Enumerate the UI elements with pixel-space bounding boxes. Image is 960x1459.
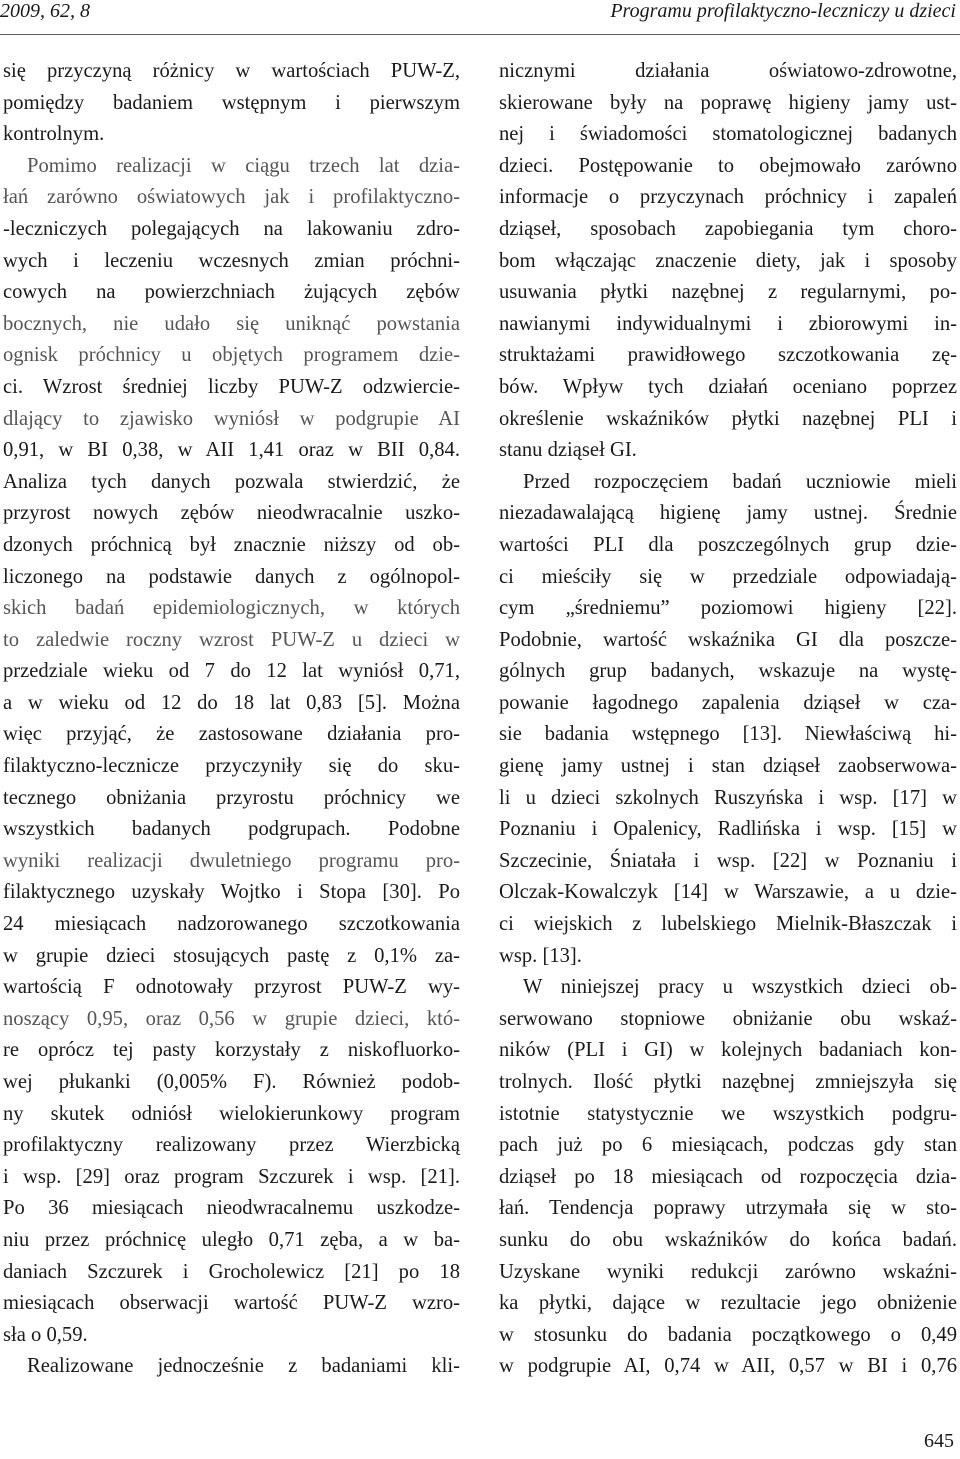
text-line: dzonych próchnicą był znacznie niższy od ob-	[3, 533, 460, 556]
text-line: Po 36 miesiącach nieodwracalnemu uszkodze-	[3, 1197, 460, 1220]
text-line: noszący 0,95, oraz 0,56 w grupie dzieci, któ-	[3, 1007, 460, 1030]
text-line: Realizowane jednocześnie z badaniami kli-	[27, 1355, 460, 1378]
text-line: sie badania wstępnego [13]. Niewłaściwą hi-	[499, 723, 957, 746]
text-line: ognisk próchnicy u objętych programem dzie-	[3, 344, 460, 367]
text-line: gólnych grup badanych, wskazuje na wystę-	[499, 660, 957, 683]
text-line: wych i leczeniu wczesnych zmian próchni-	[3, 249, 460, 272]
text-line: to zaledwie roczny wzrost PUW-Z u dzieci w	[3, 628, 460, 651]
text-line: ników (PLI i GI) w kolejnych badaniach kon-	[499, 1039, 957, 1062]
text-line: przedziale wieku od 7 do 12 lat wyniósł 0,71,	[3, 660, 460, 683]
text-line: dlający to zjawisko wyniósł w podgrupie AI	[3, 407, 460, 430]
running-header	[0, 0, 960, 32]
text-line: trolnych. Ilość płytki nazębnej zmniejszyła się	[499, 1071, 957, 1093]
text-line: informacje o przyczynach próchnicy i zapaleń	[499, 186, 957, 209]
text-line: nicznymi działania oświatowo-zdrowotne,	[499, 60, 957, 82]
text-line: wej płukanki (0,005% F). Również podob-	[3, 1071, 460, 1093]
text-line: ci mieściły się w przedziale odpowiadają-	[499, 565, 957, 588]
article-running-title: Programu profilaktyczno-leczniczy u dzieci	[610, 0, 956, 22]
text-line: łań zarówno oświatowych jak i profilaktyczno-	[3, 186, 460, 209]
text-line: wartością F odnotowały przyrost PUW-Z wy-	[3, 976, 460, 999]
text-line: nawianymi indywidualnymi i zbiorowymi in-	[499, 312, 957, 335]
text-line: przyrost nowych zębów nieodwracalnie uszko-	[3, 502, 460, 525]
text-line: struktażami prawidłowego szczotkowania zę-	[499, 344, 957, 367]
text-line: bocznych, nie udało się uniknąć powstania	[3, 312, 460, 335]
text-line: w stosunku do badania początkowego o 0,49	[499, 1323, 957, 1346]
text-line: nej i świadomości stomatologicznej badanych	[499, 123, 957, 146]
text-line: tecznego obniżania przyrostu próchnicy we	[3, 786, 460, 809]
text-line: pach już po 6 miesiącach, podczas gdy stan	[499, 1134, 957, 1157]
text-line: łań. Tendencja poprawy utrzymała się w sto-	[499, 1197, 957, 1220]
text-line: Przed rozpoczęciem badań uczniowie mieli	[523, 470, 957, 493]
text-line: 24 miesiącach nadzorowanego szczotkowania	[3, 913, 460, 936]
text-line: istotnie statystycznie we wszystkich podgru-	[499, 1102, 957, 1125]
text-line: W niniejszej pracy u wszystkich dzieci ob-	[523, 976, 957, 999]
text-line: Podobnie, wartość wskaźnika GI dla poszcze-	[499, 628, 957, 651]
text-line: dziąseł, sposobach zapobiegania tym choro-	[499, 217, 957, 240]
text-line: profilaktyczny realizowany przez Wierzbicką	[3, 1134, 460, 1157]
text-line: skich badań epidemiologicznych, w których	[3, 597, 460, 620]
text-line: stanu dziąseł GI.	[499, 439, 637, 462]
text-line: wyniki realizacji dwuletniego programu pro-	[3, 849, 460, 872]
text-line: li u dzieci szkolnych Ruszyńska i wsp. [17] w	[499, 786, 957, 809]
text-line: ci wiejskich z lubelskiego Mielnik-Błaszczak i	[499, 913, 957, 936]
header-rule	[0, 34, 960, 35]
text-line: Pomimo realizacji w ciągu trzech lat dzia-	[27, 154, 460, 177]
text-line: wszystkich badanych podgrupach. Podobne	[3, 818, 460, 841]
text-line: 0,91, w BI 0,38, w AII 1,41 oraz w BII 0,84.	[3, 439, 460, 462]
text-line: pomiędzy badaniem wstępnym i pierwszym	[3, 91, 460, 114]
text-line: powanie łagodnego zapalenia dziąseł w cza-	[499, 691, 957, 714]
left-text-column	[3, 56, 460, 1383]
text-line: liczonego na podstawie danych z ogólnopol-	[3, 565, 460, 588]
text-line: wsp. [13].	[499, 944, 582, 967]
text-line: ny skutek odniósł wielokierunkowy program	[3, 1102, 460, 1125]
text-line: określenie wskaźników płytki nazębnej PLI i	[499, 407, 957, 430]
text-line: wartości PLI dla poszczególnych grup dzie-	[499, 533, 957, 556]
text-line: dziąseł po 18 miesiącach od rozpoczęcia dzia-	[499, 1165, 957, 1188]
text-line: skierowane były na poprawę higieny jamy ust-	[499, 91, 957, 114]
text-line: bów. Wpływ tych działań oceniano poprzez	[499, 375, 957, 398]
text-line: Olczak-Kowalczyk [14] w Warszawie, a u dzie-	[499, 881, 957, 904]
text-line: Poznaniu i Opalenicy, Radlińska i wsp. [15] w	[499, 818, 957, 841]
text-line: kontrolnym.	[3, 123, 105, 146]
text-line: miesiącach obserwacji wartość PUW-Z wzro-	[3, 1292, 460, 1315]
text-line: filaktyczno-lecznicze przyczyniły się do sku-	[3, 755, 460, 778]
text-line: a w wieku od 12 do 18 lat 0,83 [5]. Można	[3, 691, 460, 714]
text-line: sunku do obu wskaźników do końca badań.	[499, 1228, 957, 1251]
text-line: się przyczyną różnicy w wartościach PUW-Z,	[3, 60, 460, 82]
text-line: niezadawalającą higienę jamy ustnej. Średnie	[499, 502, 957, 525]
text-line: i wsp. [29] oraz program Szczurek i wsp. [21].	[3, 1165, 460, 1188]
text-line: niu przez próchnicę uległo 0,71 zęba, a w ba-	[3, 1228, 460, 1251]
text-line: Analiza tych danych pozwala stwierdzić, że	[3, 470, 460, 493]
text-line: -leczniczych polegających na lakowaniu zdro-	[3, 217, 460, 240]
text-line: sła o 0,59.	[3, 1323, 88, 1346]
text-line: usuwania płytki nazębnej z regularnymi, po-	[499, 281, 957, 304]
text-line: w podgrupie AI, 0,74 w AII, 0,57 w BI i 0,76	[499, 1355, 957, 1378]
page-number: 645	[924, 1430, 954, 1452]
text-line: gienę jamy ustnej i stan dziąseł zaobserwowa-	[499, 755, 957, 778]
journal-citation: 2009, 62, 8	[0, 0, 90, 22]
text-line: serwowano stopniowe obniżanie obu wskaź-	[499, 1007, 957, 1030]
text-line: w grupie dzieci stosujących pastę z 0,1% za-	[3, 944, 460, 967]
text-line: więc przyjąć, że zastosowane działania pro-	[3, 723, 460, 746]
text-line: ci. Wzrost średniej liczby PUW-Z odzwiercie-	[3, 375, 460, 398]
text-line: cym „średniemu” poziomowi higieny [22].	[499, 597, 957, 620]
text-line: Szczecinie, Śniatała i wsp. [22] w Poznaniu i	[499, 849, 957, 872]
text-line: ka płytki, dające w rezultacie jego obniżenie	[499, 1292, 957, 1315]
text-line: daniach Szczurek i Grocholewicz [21] po 18	[3, 1260, 460, 1283]
text-line: bom włączając znaczenie diety, jak i sposoby	[499, 249, 957, 272]
text-line: dzieci. Postępowanie to obejmowało zarówno	[499, 154, 957, 177]
text-line: cowych na powierzchniach żujących zębów	[3, 281, 460, 304]
right-text-column	[499, 56, 957, 1383]
text-line: filaktycznego uzyskały Wojtko i Stopa [30]. Po	[3, 881, 460, 904]
text-line: Uzyskane wyniki redukcji zarówno wskaźni-	[499, 1260, 957, 1283]
text-line: re oprócz tej pasty korzystały z niskofluorko-	[3, 1039, 460, 1062]
